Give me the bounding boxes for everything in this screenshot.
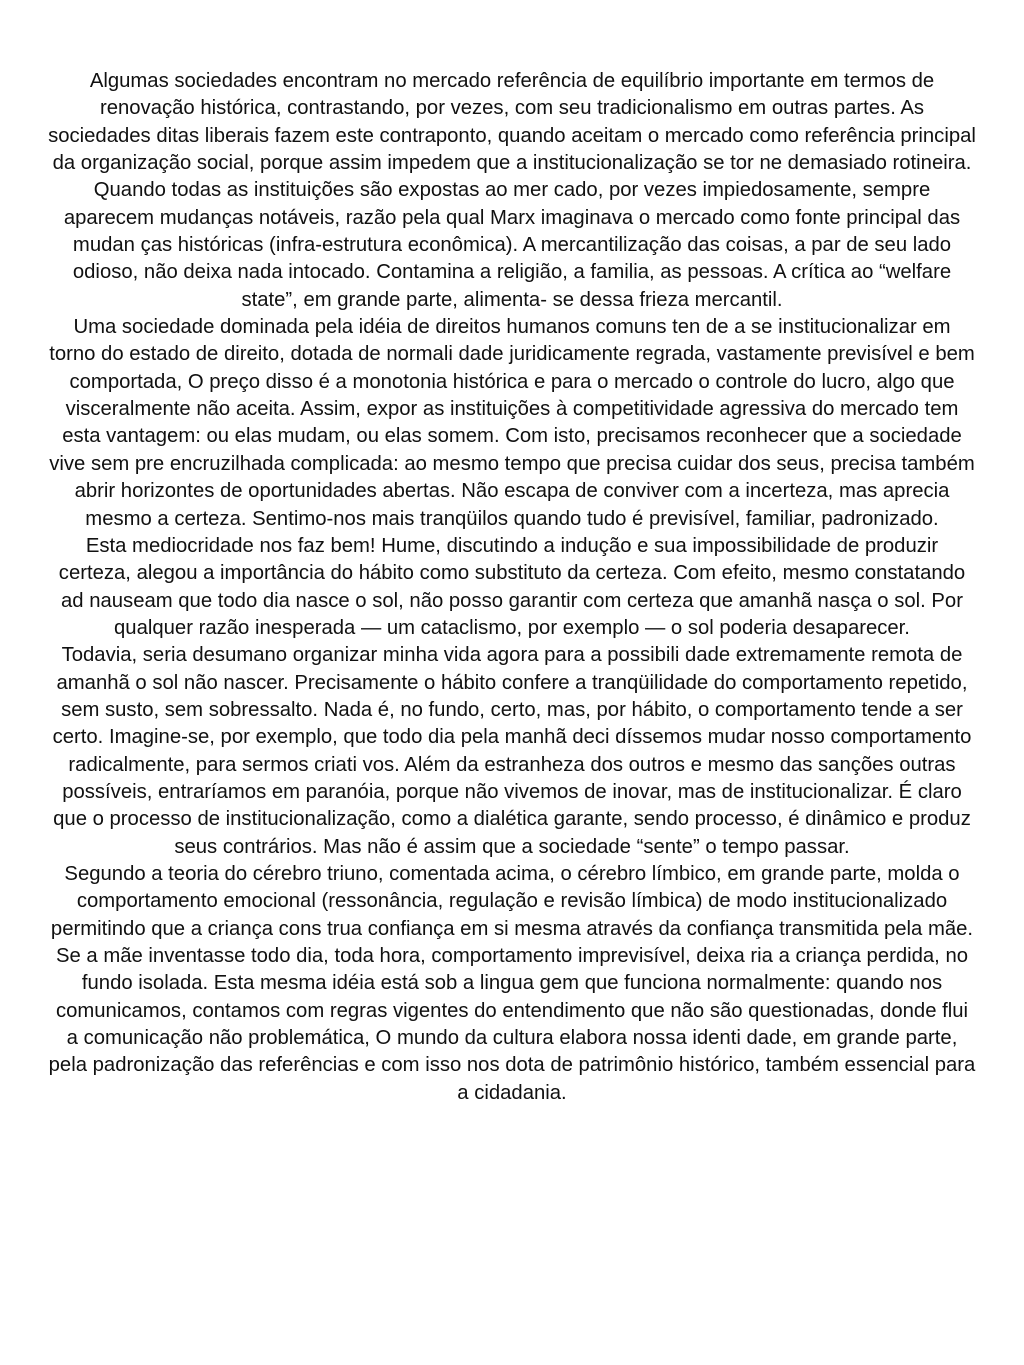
document-body bbox=[48, 68, 976, 1107]
paragraph-institutionalization: Todavia, seria desumano organizar minha vida agora para a possibili dade extremamente remota de amanhã o sol não nascer. Precisamente o hábito confere a tranqüilidade do comportamento repetido, sem susto, sem sobressalto. Nada é, no fundo, certo, mas, por hábito, o comportamento tende a ser certo. Imagine-se, por exemplo, que todo dia pela manhã deci díssemos mudar nosso comportamento radicalmente, para sermos criati vos. Além da estranheza dos outros e mesmo das sanções outras possíveis, entraríamos em paranóia, porque não vivemos de inovar, mas de institucionalizar. É claro que o processo de institucionalização, como a dialética garante, sendo processo, é dinâmico e produz seus contrários. Mas não é assim que a sociedade “sente” o tempo passar. bbox=[52, 644, 972, 858]
paragraph-triune-brain: Segundo a teoria do cérebro triuno, comentada acima, o cérebro límbico, em grande parte, molda o comportamento emocional (ressonância, regulação e revisão límbica) de modo institucionalizado permitindo que a criança cons trua confiança em si mesma através da confiança transmitida pela mãe. Se a mãe inventasse todo dia, toda hora, comportamento imprevisível, deixa ria a criança perdida, no fundo isolada. Esta mesma idéia está sob a lingua gem que funciona normalmente: quando nos comunicamos, contamos com regras vigentes do entendimento que não são questionadas, donde flui a comunicação não problemática, O mundo da cultura elabora nossa identi dade, em grande parte, pela padronização das referências e com isso nos dota de patrimônio histórico, também essencial para a cidadania. bbox=[48, 862, 976, 1104]
paragraph-market-reference: Algumas sociedades encontram no mercado referência de equilíbrio importante em termos de renovação histórica, contrastando, por vezes, com seu tradicionalismo em outras partes. As sociedades ditas liberais fazem este contraponto, quando aceitam o mercado como referência principal da organização social, porque assim impedem que a institucionalização se tor ne demasiado rotineira. Quando todas as instituições são expostas ao mer cado, por vezes impiedosamente, sempre aparecem mudanças notáveis, razão pela qual Marx imaginava o mercado como fonte principal das mudan ças históricas (infra-estrutura econômica). A mercantilização das coisas, a par de seu lado odioso, não deixa nada intocado. Contamina a religião, a familia, as pessoas. A crítica ao “welfare state”, em grande parte, alimenta- se dessa frieza mercantil. bbox=[48, 70, 976, 311]
paragraph-hume-habit: Esta mediocridade nos faz bem! Hume, discutindo a indução e sua impossibilidade de produzir certeza, alegou a importância do hábito como substituto da certeza. Com efeito, mesmo constatando ad nauseam que todo dia nasce o sol, não posso garantir com certeza que amanhã nasça o sol. Por qualquer razão inesperada — um cataclismo, por exemplo — o sol poderia desaparecer. bbox=[58, 534, 966, 639]
paragraph-human-rights-society: Uma sociedade dominada pela idéia de direitos humanos comuns ten de a se institucionalizar em torno do estado de direito, dotada de normali dade juridicamente regrada, vastamente previsível e bem comportada, O preço disso é a monotonia histórica e para o mercado o controle do lucro, algo que visceralmente não aceita. Assim, expor as instituições à competitividade agressiva do mercado tem esta vantagem: ou elas mudam, ou elas somem. Com isto, precisamos reconhecer que a sociedade vive sem pre encruzilhada complicada: ao mesmo tempo que precisa cuidar dos seus, precisa também abrir horizontes de oportunidades abertas. Não escapa de conviver com a incerteza, mas aprecia mesmo a certeza. Sentimo-nos mais tranqüilos quando tudo é previsível, familiar, padronizado. bbox=[49, 316, 975, 530]
